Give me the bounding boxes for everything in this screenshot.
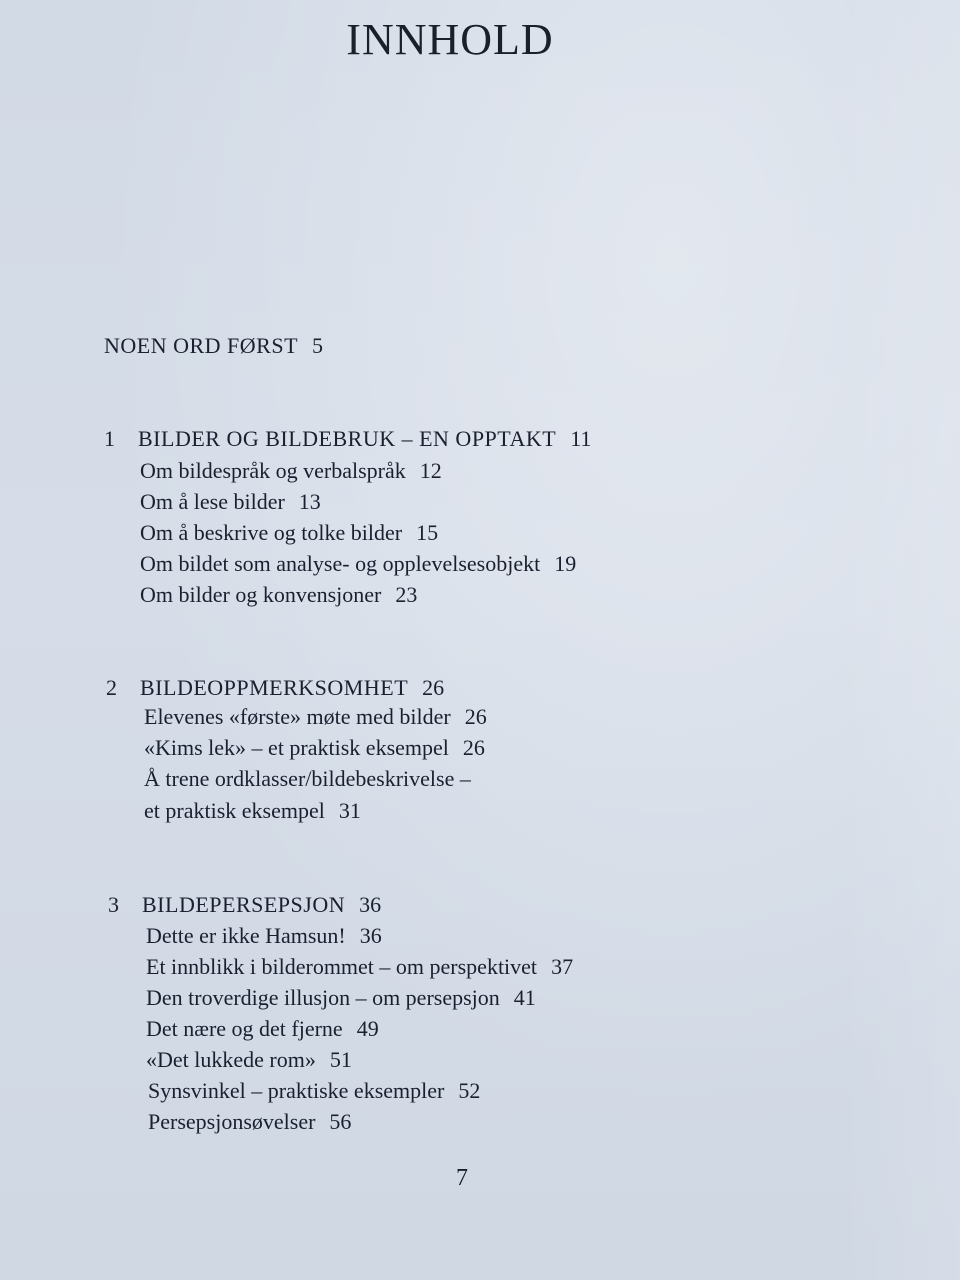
chapter-number: 3 bbox=[108, 892, 119, 917]
toc-item-label: Persepsjonsøvelser bbox=[148, 1109, 316, 1134]
chapter-title: BILDER OG BILDEBRUK – EN OPPTAKT bbox=[138, 426, 557, 451]
toc-item-label: Om å lese bilder bbox=[140, 489, 285, 514]
toc-item bbox=[144, 737, 485, 759]
toc-item bbox=[146, 1018, 379, 1040]
toc-item-page: 23 bbox=[395, 582, 418, 607]
toc-item bbox=[140, 491, 321, 513]
toc-item bbox=[148, 1111, 351, 1133]
toc-item-page: 15 bbox=[416, 520, 439, 545]
toc-item bbox=[146, 987, 536, 1009]
toc-chapter-3 bbox=[108, 894, 381, 916]
chapter-number: 2 bbox=[106, 675, 117, 700]
chapter-page: 26 bbox=[422, 675, 445, 700]
toc-item-page: 56 bbox=[329, 1109, 352, 1134]
toc-item-page: 19 bbox=[554, 551, 577, 576]
toc-item-page: 41 bbox=[513, 985, 536, 1010]
chapter-title: BILDEPERSEPSJON bbox=[142, 892, 346, 917]
toc-item bbox=[140, 584, 417, 606]
toc-item bbox=[146, 956, 573, 978]
toc-item-page: 26 bbox=[462, 735, 485, 760]
chapter-page: 36 bbox=[359, 892, 382, 917]
toc-item bbox=[140, 460, 442, 482]
chapter-number: 1 bbox=[104, 426, 115, 451]
toc-item-page: 12 bbox=[419, 458, 442, 483]
toc-item-label: Om bildet som analyse- og opplevelsesobjekt bbox=[140, 551, 541, 576]
toc-chapter-1 bbox=[104, 428, 591, 450]
chapter-title: BILDEOPPMERKSOMHET bbox=[140, 675, 409, 700]
toc-item bbox=[148, 1080, 480, 1102]
toc-item bbox=[140, 522, 438, 544]
toc-item-label: et praktisk eksempel bbox=[144, 798, 325, 823]
toc-item-label: Synsvinkel – praktiske eksempler bbox=[148, 1078, 445, 1103]
toc-item-label: Dette er ikke Hamsun! bbox=[146, 923, 346, 948]
toc-item-label: Den troverdige illusjon – om persepsjon bbox=[146, 985, 500, 1010]
toc-item bbox=[146, 925, 382, 947]
toc-item-page: 31 bbox=[338, 798, 361, 823]
toc-item-label: Om å beskrive og tolke bilder bbox=[140, 520, 403, 545]
toc-item-label: «Det lukkede rom» bbox=[146, 1047, 316, 1072]
toc-item bbox=[144, 706, 487, 728]
toc-item-page: 49 bbox=[356, 1016, 379, 1041]
toc-item-page: 13 bbox=[298, 489, 321, 514]
toc-item-label: Å trene ordklasser/bildebeskrivelse – bbox=[144, 766, 471, 791]
toc-item bbox=[146, 1049, 352, 1071]
toc-item-page: 26 bbox=[464, 704, 487, 729]
page-title: INNHOLD bbox=[346, 15, 554, 64]
toc-item-label: «Kims lek» – et praktisk eksempel bbox=[144, 735, 449, 760]
page-number: 7 bbox=[456, 1165, 468, 1191]
toc-item-label: Om bildespråk og verbalspråk bbox=[140, 458, 406, 483]
toc-item-label: Om bilder og konvensjoner bbox=[140, 582, 382, 607]
toc-chapter-2 bbox=[106, 677, 444, 699]
toc-intro-page: 5 bbox=[312, 333, 324, 358]
toc-item-page: 36 bbox=[359, 923, 382, 948]
toc-item bbox=[140, 553, 576, 575]
toc-item-label: Et innblikk i bilderommet – om perspektivet bbox=[146, 954, 538, 979]
toc-intro-label: NOEN ORD FØRST bbox=[104, 333, 299, 358]
toc-item bbox=[144, 768, 471, 790]
toc-item-page: 52 bbox=[458, 1078, 481, 1103]
toc-item-label: Det nære og det fjerne bbox=[146, 1016, 343, 1041]
chapter-page: 11 bbox=[570, 426, 592, 451]
toc-item-label: Elevenes «første» møte med bilder bbox=[144, 704, 451, 729]
toc-intro bbox=[104, 335, 323, 357]
toc-item-page: 37 bbox=[551, 954, 574, 979]
toc-item-page: 51 bbox=[329, 1047, 352, 1072]
toc-item bbox=[144, 800, 361, 822]
